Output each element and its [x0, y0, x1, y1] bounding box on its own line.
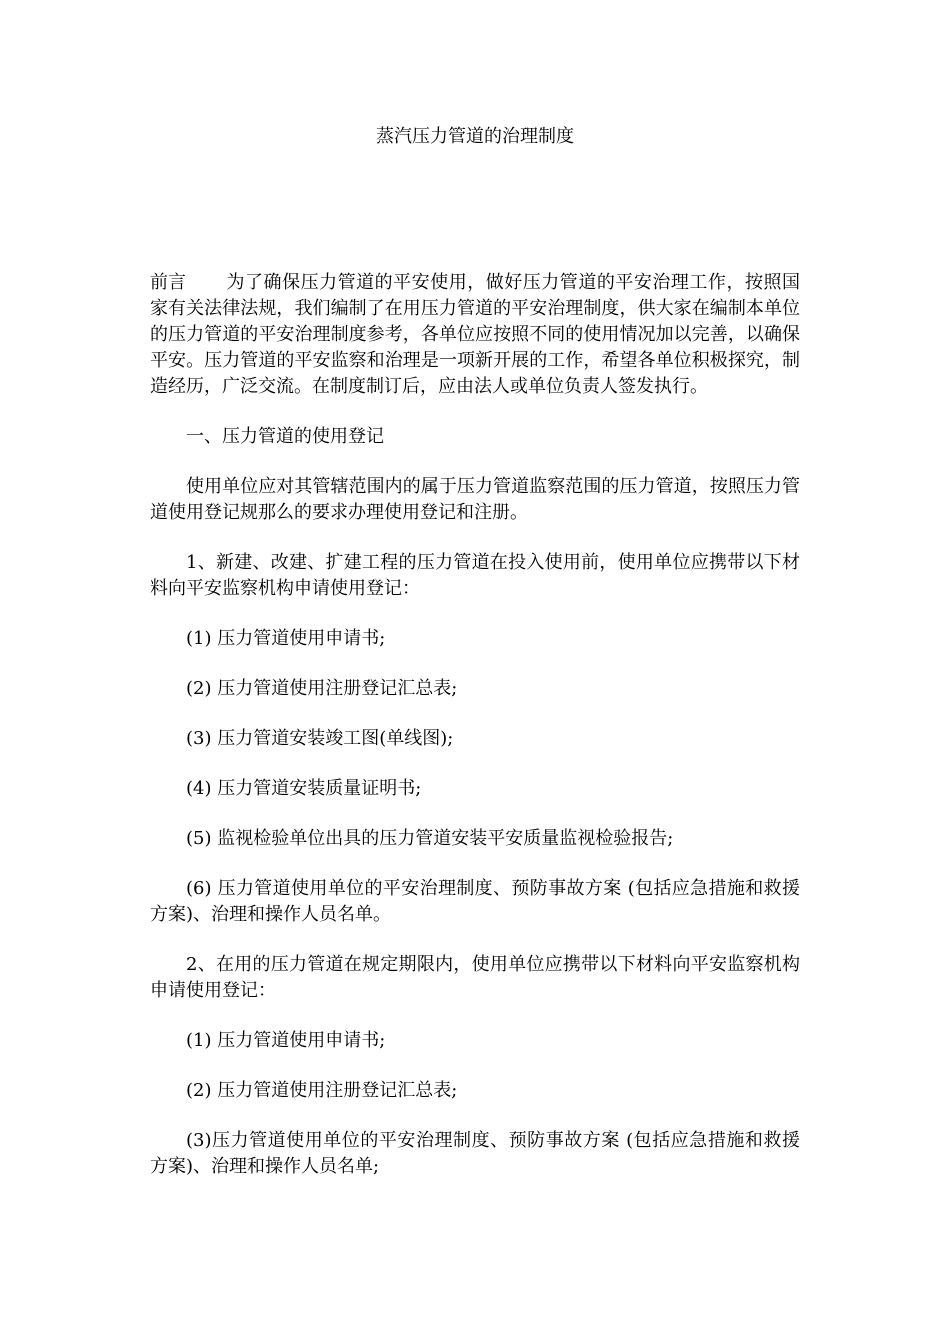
list-item: (6) 压力管道使用单位的平安治理制度、预防事故方案 (包括应急措施和救援方案)、治理和操作人员名单。: [150, 878, 800, 925]
preface-paragraph: [150, 270, 800, 400]
list-heading: 2、在用的压力管道在规定期限内，使用单位应携带以下材料向平安监察机构申请使用登记：: [150, 954, 800, 1001]
list-item: (3)压力管道使用单位的平安治理制度、预防事故方案 (包括应急措施和救援方案)、治理和操作人员名单;: [150, 1130, 800, 1177]
preface-label: 前言: [150, 272, 186, 293]
preface-text: 为了确保压力管道的平安使用，做好压力管道的平安治理工作，按照国家有关法律法规，我们编制了在用压力管道的平安治理制度，供大家在编制本单位的压力管道的平安治理制度参考，各单位应按照不同的使用情况加以完善，以确保平安。压力管道的平安监察和治理是一项新开展的工作，希望各单位积极探究，制造经历，广泛交流。在制度制订后，应由法人或单位负责人签发执行。: [150, 272, 800, 397]
list-item: (5) 监视检验单位出具的压力管道安装平安质量监视检验报告;: [186, 828, 674, 849]
page-title: 蒸汽压力管道的治理制度: [376, 126, 574, 147]
list-heading: 1、新建、改建、扩建工程的压力管道在投入使用前，使用单位应携带以下材料向平安监察机构申请使用登记：: [150, 552, 800, 599]
list-item: (1) 压力管道使用申请书;: [186, 1030, 386, 1051]
list-item: (2) 压力管道使用注册登记汇总表;: [186, 1080, 458, 1101]
section-heading: 一、压力管道的使用登记: [186, 426, 384, 447]
list-item: (3) 压力管道安装竣工图(单线图);: [186, 728, 454, 749]
list-item: (1) 压力管道使用申请书;: [186, 628, 386, 649]
body-paragraph: 使用单位应对其管辖范围内的属于压力管道监察范围的压力管道，按照压力管道使用登记规那么的要求办理使用登记和注册。: [150, 476, 800, 523]
list-item: (2) 压力管道使用注册登记汇总表;: [186, 678, 458, 699]
list-item: (4) 压力管道安装质量证明书;: [186, 778, 422, 799]
document-body: [150, 270, 800, 1204]
